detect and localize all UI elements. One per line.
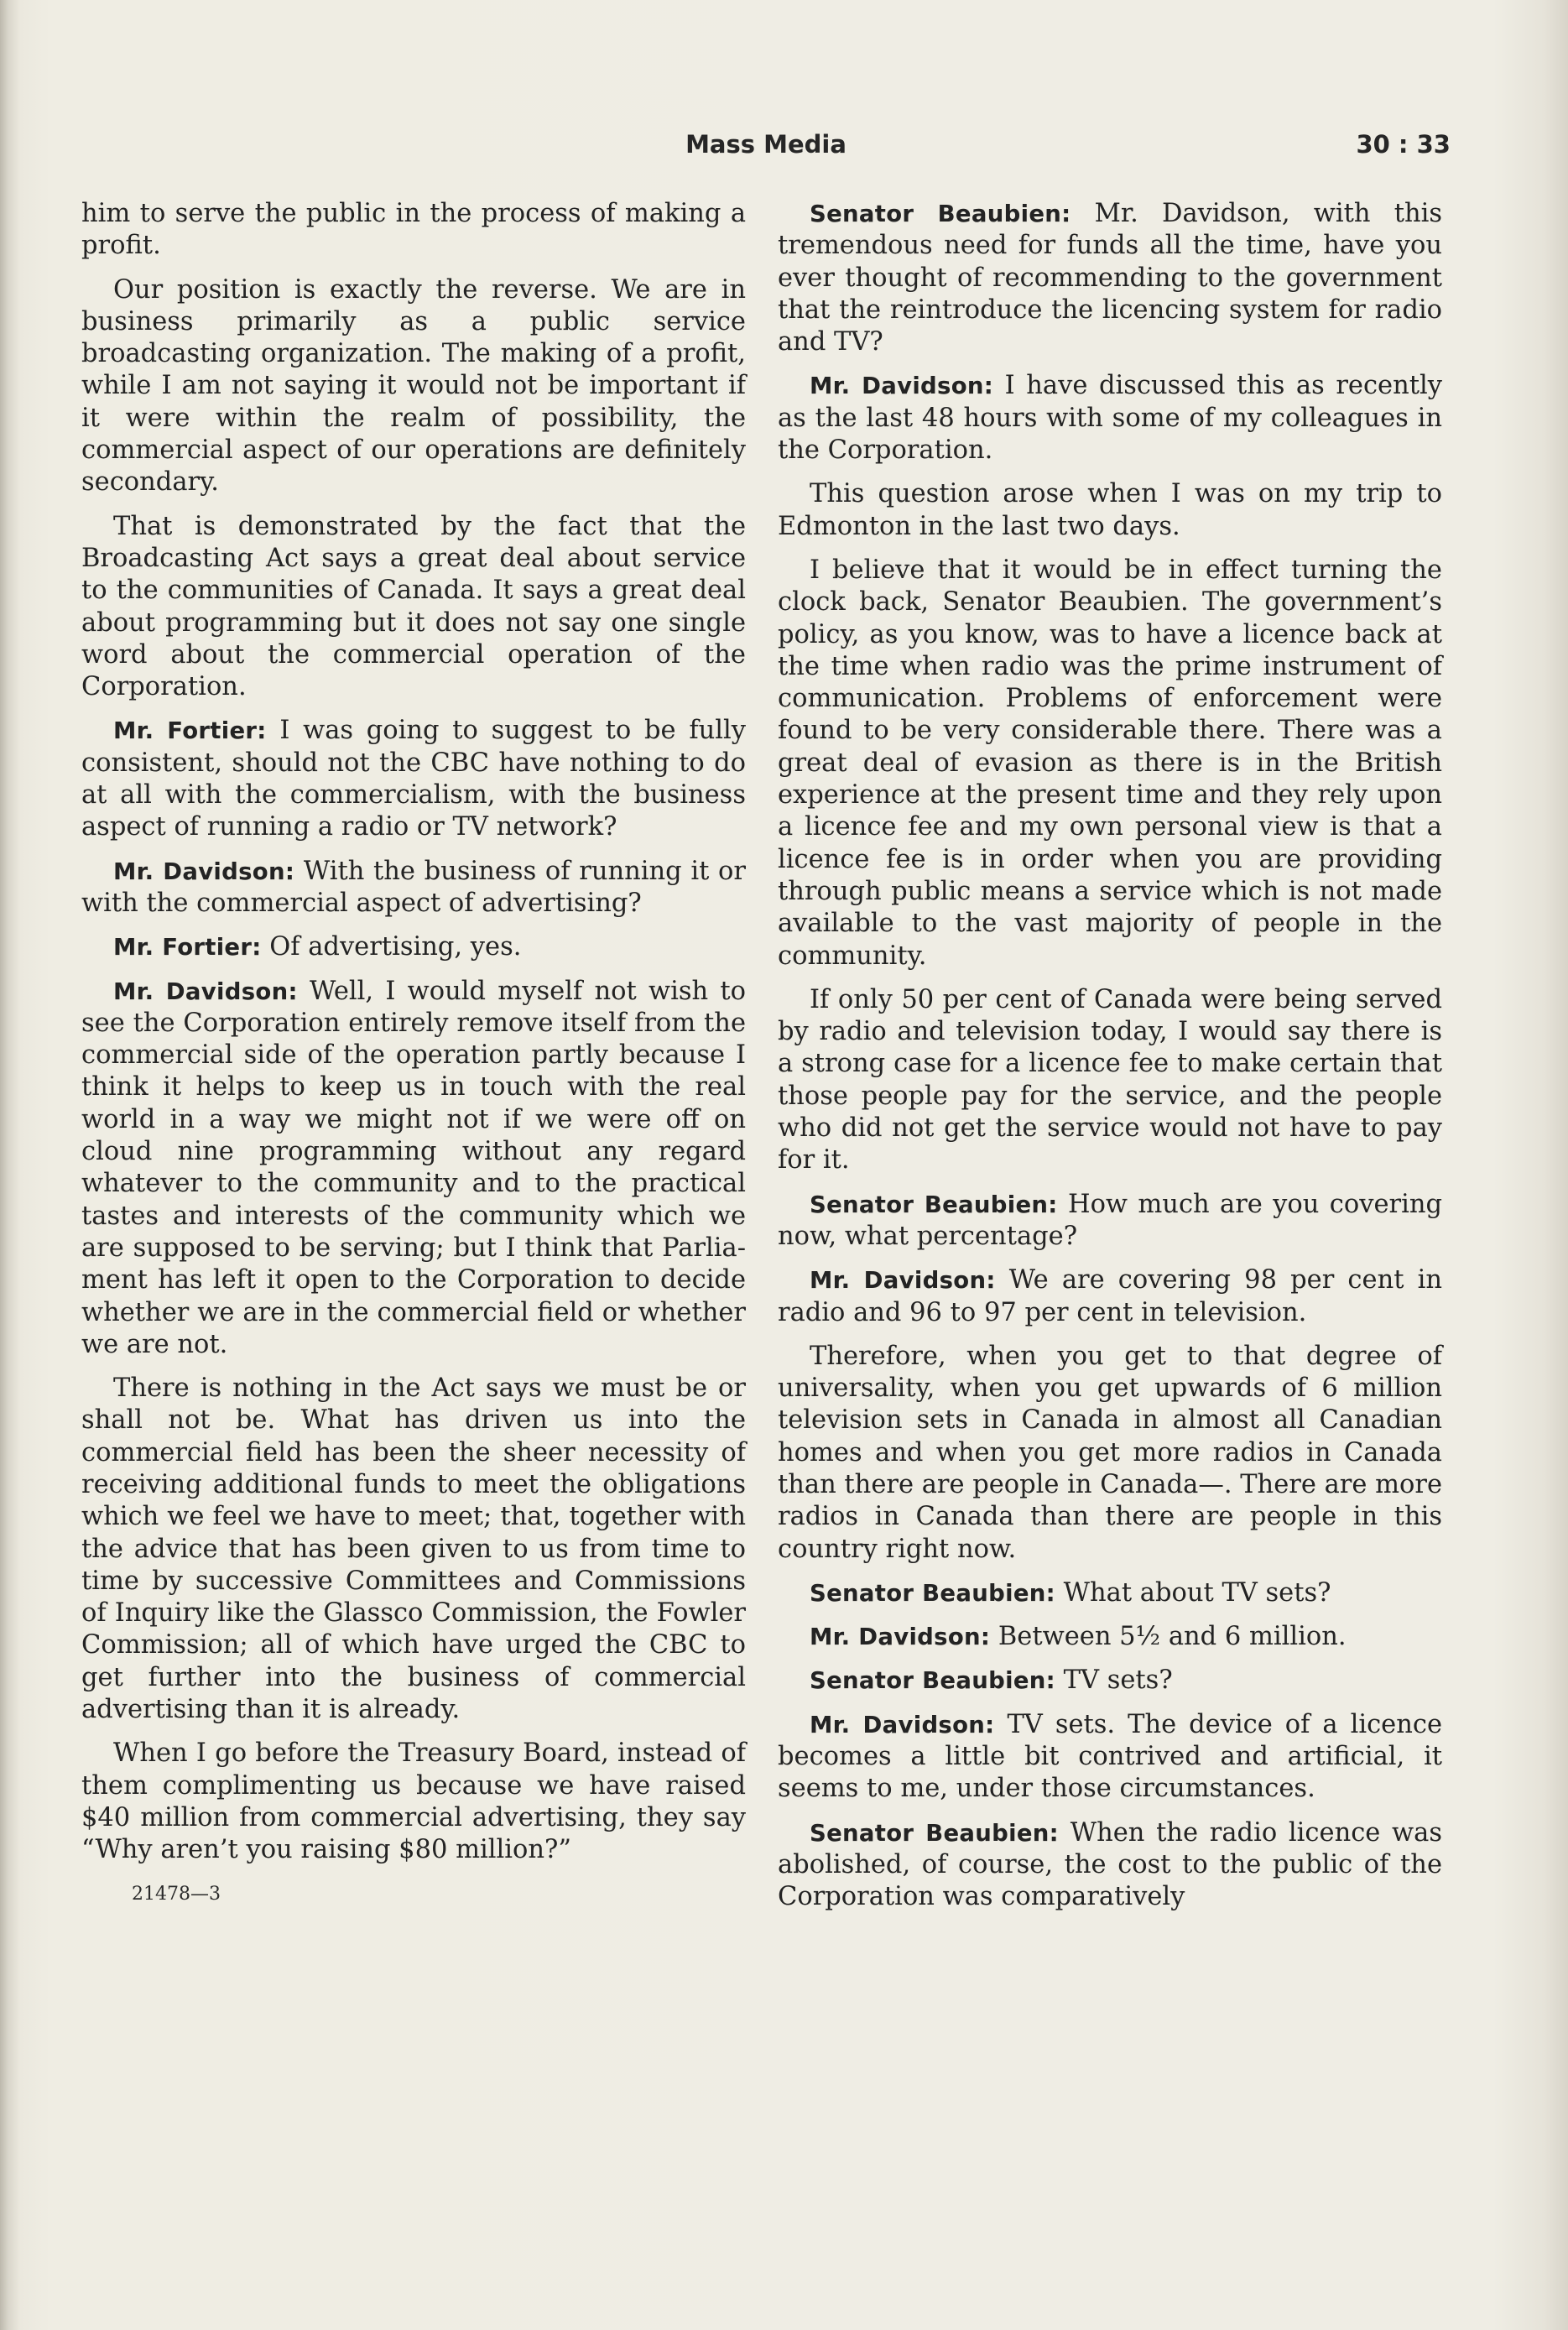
page-header — [81, 130, 1451, 167]
paragraph — [778, 984, 1442, 1177]
paragraph-text: Of advertising, yes. — [269, 932, 522, 962]
paragraph — [778, 555, 1442, 972]
page-number: 30 : 33 — [1356, 130, 1451, 159]
speaker-name: Senator Beaubien: — [810, 201, 1071, 227]
paragraph-text: If only 50 per cent of Canada were being served by radio and television today, I would say there is a strong case for a licence fee to make certain that those people pay for the service, and the people who did not get the service would not have to pay for it. — [778, 984, 1442, 1175]
left-column — [81, 198, 746, 1910]
paragraph — [778, 1817, 1442, 1914]
paragraph-text: Well, I would myself not wish to see the Corporation entirely remove itself from the commercial side of the operation partly because I think it helps to keep us in touch with the real world in a way we might not if we were off on cloud nine programming without any regard whatever to the community and to the practical tastes and interests of the community which we are supposed to be serving; but I think that Parliament has left it open to the Corporation to decide whether we are in the commercial field or whether we are not. — [81, 976, 746, 1359]
paragraph-text: How much are you covering now, what percentage? — [778, 1189, 1442, 1251]
speaker-name: Mr. Davidson: — [113, 977, 298, 1005]
paragraph-text: Our position is exactly the reverse. We are in business primarily as a public service broadcasting organization. The making of a profit, while I am not saying it would not be important if it were within the realm of possibility, the commercial aspect of our operations are definitely secondary. — [81, 274, 746, 498]
paragraph-text: him to serve the public in the process of making a profit. — [81, 199, 746, 261]
speaker-name: Mr. Davidson: — [810, 1267, 996, 1295]
paragraph — [778, 1665, 1442, 1697]
paragraph-text: What about TV sets? — [1063, 1577, 1331, 1608]
paragraph-text: That is demonstrated by the fact that the Broadcasting Act says a great deal about service to the communities of Canada. It says a great deal about programming but it does not say one single word about the commercial operation of the Corporation. — [81, 511, 746, 702]
speaker-name: Senator Beaubien: — [810, 1819, 1059, 1847]
paragraph — [778, 478, 1442, 543]
paragraph — [81, 976, 746, 1362]
speaker-name: Senator Beaubien: — [810, 1579, 1055, 1607]
paragraph-text: Mr. Davidson, with this tremendous need for funds all the time, have you ever thought of recommending to the government that the reintroduce the licencing system for radio and TV? — [778, 199, 1442, 357]
speaker-name: Mr. Davidson: — [810, 373, 994, 400]
paragraph-text: I was going to suggest to be fully consistent, should not the CBC have nothing to do at all with the commercialism, with the business aspect of running a radio or TV network? — [81, 716, 746, 842]
right-column — [778, 198, 1442, 1926]
paragraph — [81, 274, 746, 499]
paragraph-text: There is nothing in the Act says we must be or shall not be. What has driven us into the commercial field has been the sheer necessity of receiving additional funds to meet the obligations which we feel we have to meet; that, together with the advice that has been given to us from time to time by successive Committees and Commissions of Inquiry like the Glassco Commission, the Fowler Commission; all of which have urged the CBC to get further into the business of commercial advertising than it is already. — [81, 1374, 746, 1725]
paragraph-text: When I go before the Treasury Board, instead of them complimenting us because we have raised $40 million from commercial advertising, they say “Why aren’t you raising $80 million?” — [81, 1738, 746, 1865]
paragraph-text: We are covering 98 per cent in radio and 96 to 97 per cent in television. — [778, 1265, 1443, 1327]
paragraph-text: I believe that it would be in effect turning the clock back, Senator Beaubien. The government’s policy, as you know, was to have a licence back at the time when radio was the prime instrument of communication. Problems of enforcement were found to be very considerable there. There was a great deal of evasion as there is in the British experience at the present time and they rely upon a licence fee and my own personal view is that a licence fee is in order when you are providing through public means a service which is not made available to the vast majority of people in the community. — [778, 555, 1442, 971]
speaker-name: Mr. Fortier: — [113, 934, 262, 962]
paragraph — [81, 715, 746, 843]
paragraph-text: Therefore, when you get to that degree of universality, when you get upwards of 6 million television sets in Canada in almost all Canadian homes and when you get more radios in Canada than there are people in Canada—. There are more radios in Canada than there are people in this country right now. — [778, 1341, 1442, 1564]
paragraph — [778, 1709, 1442, 1806]
paragraph — [778, 370, 1442, 467]
paragraph-text: I have discussed this as recently as the last 48 hours with some of my colleagues in the Corporation. — [778, 371, 1442, 466]
speaker-name: Mr. Davidson: — [113, 857, 295, 885]
paragraph — [778, 1264, 1442, 1329]
paragraph-text: With the business of running it or with the commercial aspect of advertising? — [81, 856, 747, 918]
paragraph — [778, 1189, 1442, 1254]
speaker-name: Mr. Davidson: — [810, 1711, 995, 1738]
paragraph — [778, 198, 1442, 358]
speaker-name: Senator Beaubien: — [810, 1191, 1058, 1218]
paragraph — [81, 511, 746, 704]
paragraph — [81, 198, 746, 263]
paragraph — [81, 1373, 746, 1726]
speaker-name: Mr. Davidson: — [810, 1624, 991, 1651]
running-title: Mass Media — [685, 130, 847, 159]
paragraph — [81, 931, 746, 963]
paragraph-text: TV sets? — [1063, 1665, 1173, 1696]
paragraph — [81, 1738, 746, 1866]
paragraph — [81, 856, 746, 920]
paragraph — [778, 1621, 1442, 1653]
paragraph-text: Between 5½ and 6 million. — [998, 1622, 1347, 1652]
paragraph — [778, 1341, 1442, 1566]
speaker-name: Senator Beaubien: — [810, 1667, 1055, 1695]
paragraph-text: TV sets. The device of a licence becomes a little bit contrived and artificial, it seems to me, under those circumstances. — [778, 1709, 1443, 1804]
footnote-code: 21478—3 — [132, 1883, 221, 1905]
paragraph-text: When the radio licence was abolished, of course, the cost to the public of the Corporation was comparatively — [778, 1817, 1443, 1912]
paragraph-text: This question arose when I was on my trip to Edmonton in the last two days. — [778, 479, 1442, 541]
paragraph — [778, 1577, 1442, 1609]
speaker-name: Mr. Fortier: — [113, 717, 267, 745]
